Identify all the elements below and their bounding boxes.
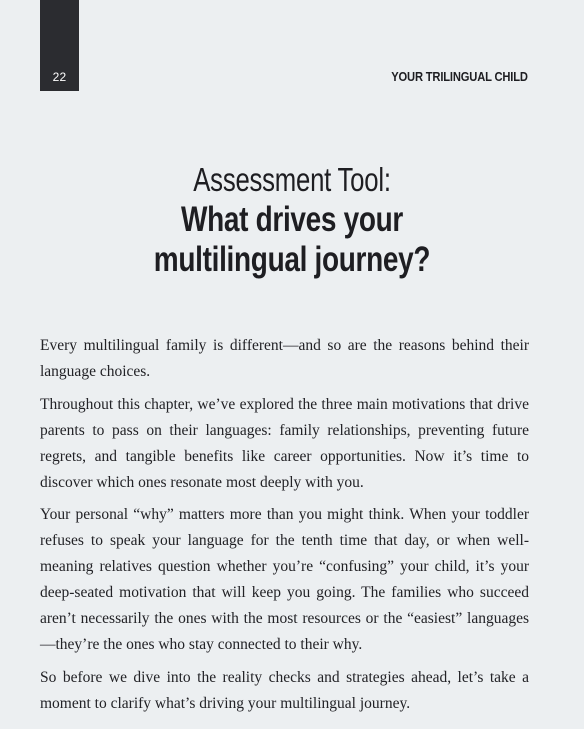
title-line-3: multilingual journey?	[153, 240, 431, 279]
paragraph: So before we dive into the reality checks and strategies ahead, let’s take a moment to clarify what’s driving your multilingual journey.	[40, 668, 529, 712]
page-number: 22	[52, 70, 67, 84]
running-head: YOUR TRILINGUAL CHILD	[391, 69, 528, 84]
chapter-section-title	[0, 160, 584, 280]
body-text	[40, 333, 529, 723]
paragraph: Throughout this chapter, we’ve explored the three main motivations that drive parents to pass on their languages: family relationships, preventing future regrets, and tangible benefits like career opportunities. Now it’s time to discover which ones resonate most deeply with you.	[40, 395, 529, 491]
title-line-2: What drives your	[180, 200, 404, 239]
page-number-tab	[40, 0, 79, 91]
paragraph: Your personal “why” matters more than you might think. When your toddler refuses to speak your language for the tenth time that day, or when well-meaning relatives question whether you’re “confusing” your child, it’s your deep-seated motivation that will keep you going. The families who succeed aren’t necessarily the ones with the most resources or the “easiest” languages—they’re the ones who stay connected to their why.	[40, 506, 529, 653]
paragraph: Every multilingual family is different—and so are the reasons behind their language choices.	[40, 337, 529, 380]
title-line-1: Assessment Tool:	[193, 161, 391, 198]
